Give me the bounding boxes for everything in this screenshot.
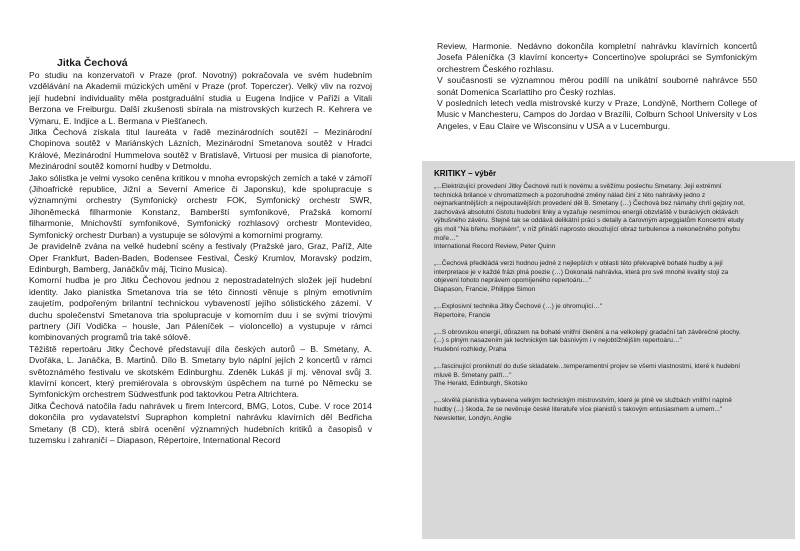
critic-quote [434, 303, 746, 320]
bio-paragraph-competitions: Jitka Čechová získala titul laureáta v řadě mezinárodních soutěží – Mezinárodní Chopinova soutěž v Mariánských Lázních, Mezinárodní Smetanova soutěž v Hradci Králové, Mezinárodní Hummelova soutěž v Bratislavě, Virtuosi per musica di pianoforte, Mezinárodní soutěž komorní hudby v Detmoldu. [29, 127, 372, 172]
continuation-paragraph-scarlatti: V současnosti se významnou měrou podílí na unikátní souborné nahrávce 550 sonát Domenica Scarlattiho pro Český rozhlas. [437, 75, 757, 97]
bio-paragraph-chamber-music: Komorní hudba je pro Jitku Čechovou jednou z nepostradatelných složek její hudební identity. Jako pianistka Smetanova tria se této činnosti věnuje s plným emotivním zaujetím, podpořeným brilantní technickou vybaveností jejího sólistického zázemí. V duchu společenství Smetanova tria spolupracuje v komorním duu i se svými triovými partnery (Jiří Vodička – housle, Jan Páleníček – violoncello) a vystupuje v rámci kombinovaných programů tria také sólově. [29, 275, 372, 343]
critic-quote [434, 329, 746, 355]
bio-paragraph-festivals: Je pravidelně zvána na velké hudební scény a festivaly (Pražské jaro, Graz, Paříž, Alte Oper Frankfurt, Baden-Baden, Bodensee Festival, Český Krumlov, Moravský podzim, Edinburgh, Bamberg, Janáčkův máj, Ticino Musica). [29, 241, 372, 274]
biography-continuation [437, 41, 757, 132]
critic-quote [434, 260, 746, 294]
quote-source: Répertoire, Francie [434, 311, 491, 319]
quote-text: „...Čechová předkládá verzi hodnou jedné z nejlepších v oblasti této překvapivě bohaté hudby a její interpretace je v každé frázi plná poezie (…) Dokonalá nahrávka, která pro své mnohé kvality stojí za objevení tohoto neprávem opomíjeného repertoáru…" [434, 260, 729, 285]
continuation-paragraph-masterclasses: V posledních letech vedla mistrovské kurzy v Praze, Londýně, Northern College of Music v Manchesteru, Campos do Jordao v Brazílii, Colburn School University v Los Angeles, v Eau Claire ve Wisconsinu v USA a v Lucemburgu. [437, 98, 758, 131]
critics-quotes [434, 183, 746, 432]
biography-text [29, 70, 372, 540]
quote-source: International Record Review, Peter Quinn [434, 243, 556, 251]
quote-source: Diapason, Francie, Philippe Simon [434, 286, 536, 294]
critics-box [422, 161, 795, 539]
quote-source: The Herald, Edinburgh, Skotsko [434, 380, 528, 388]
critic-quote [434, 363, 746, 389]
quote-text: „...Explosivní technika Jitky Čechové (…) je ohromující…" [434, 303, 603, 311]
critics-heading: KRITIKY – výběr [434, 169, 497, 178]
bio-paragraph-studies: Po studiu na konzervatoři v Praze (prof. Novotný) pokračovala ve svém hudebním vzdělávání na Akademii múzických umění v Praze (prof. Toperczer). Velký vliv na rozvoj její hudební individuality měla postgraduální studia u Eugena Indjice v Paříži a Vitali Berzona ve Freiburgu. Další zkušenosti sbírala na mistrovských kurzech R. Kehrera ve Výmaru, E. Indjice a L. Bermana v Piešťanech. [29, 70, 372, 126]
page-title: Jitka Čechová [57, 57, 128, 69]
right-page [400, 0, 800, 551]
critic-quote [434, 183, 746, 252]
bio-paragraph-soloist: Jako sólistka je velmi vysoko ceněna kritikou v mnoha evropských zemích a také v zámoří (Jihoafrické republice, Jižní a Severní Americe či Japonsku), kde spolupracuje s významnými orchestry (Symfonický orchestr FOK, Symfonický orchestr SWR, Jihoněmecká filharmonie Konstanz, Bamberští symfonikové, Pražská komorní filharmonie, Mnichovští symfonikové, Symfonický rozhlasový orchestr Montevideo, Symfonický orchestr Durban) a vystupuje se sólovými a komorními programy. [29, 172, 372, 240]
continuation-paragraph-recordings: Review, Harmonie. Nedávno dokončila kompletní nahrávku klavírních koncertů Josefa Páleníčka (3 klavírní koncerty+ Concertino)ve spolupráci se Symfonickým orchestrem Českého rozhlasu. [437, 41, 757, 74]
quote-text: „...S obrovskou energií, důrazem na bohaté vnitřní členění a na velkolepý gradační tah závěrečné plochy. (...) s plným nasazením jak technickým tak básnivým i v nejobtížnějším repertoáru…" [434, 328, 741, 345]
quote-source: Newsletter, Londýn, Anglie [434, 414, 512, 422]
quote-text: „...skvělá pianistka vybavena velkým technickým mistrovstvím, které je plně ve službách vnitřní náplně hudby (...) škoda, že se nevěnuje české literatuře více pianistů s takovým entusiasmem a umem..." [434, 397, 732, 413]
quote-text: „...Elektrizující provedení Jitky Čechové nutí k novému a svěžímu poslechu Smetany. Její extrémní technická brilance v chromatizmech a pozoruhodné změny nálad činí z této nahrávky jedno z nejmarkantnějších a nejpoutavějších provedení děl B. Smetany (…) Čechová bez námahy chrlí gejziry not, zachovává absolutní čistotu hudební linky a vyzařuje nesmírnou energii obzvláště v burácivých oktávách výbušného závěru. Stejně tak se oddává delikátní práci s detaily a čarovným arpeggiatům Koncertní etudy gis moll "Na břehu mořském", v níž přináší naprosto okouzlující obraz turbulence a nekonečného pohybu moře…" [434, 183, 745, 242]
quote-source: Hudební rozhledy, Praha [434, 346, 507, 353]
quote-text: „...fascinující proniknutí do duše skladatele...temperamentní projev se všemi vlastnostmi, které k hudební mluvě B. Smetany patří…" [434, 363, 741, 379]
bio-paragraph-recordings: Jitka Čechová natočila řadu nahrávek u firem Intercord, BMG, Lotos, Cube. V roce 2014 dokončila pro vydavatelství Supraphon kompletní nahrávku klavírních děl Bedřicha Smetany (8 CD), která sbírá ocenění významných hudebních kritiků a časopisů v tuzemsku i zahraničí – Diapason, Répertoire, International Record [29, 400, 372, 445]
critic-quote [434, 397, 746, 423]
bio-paragraph-repertoire: Těžiště repertoáru Jitky Čechové představují díla českých autorů – B. Smetany, A. Dvořáka, L. Janáčka, B. Martinů. Dílo B. Smetany bylo náplní jejích 2 koncertů v rámci světoznámého festivalu ve skotském Edinburghu. Zdeněk Lukáš jí mj. věnoval svůj 3. klavírní koncert, který premiérovala s obrovským úspěchem na turné po Německu se Symfonickým orchestrem Südwestfunk pod taktovkou Petra Altrichtera. [29, 343, 372, 400]
